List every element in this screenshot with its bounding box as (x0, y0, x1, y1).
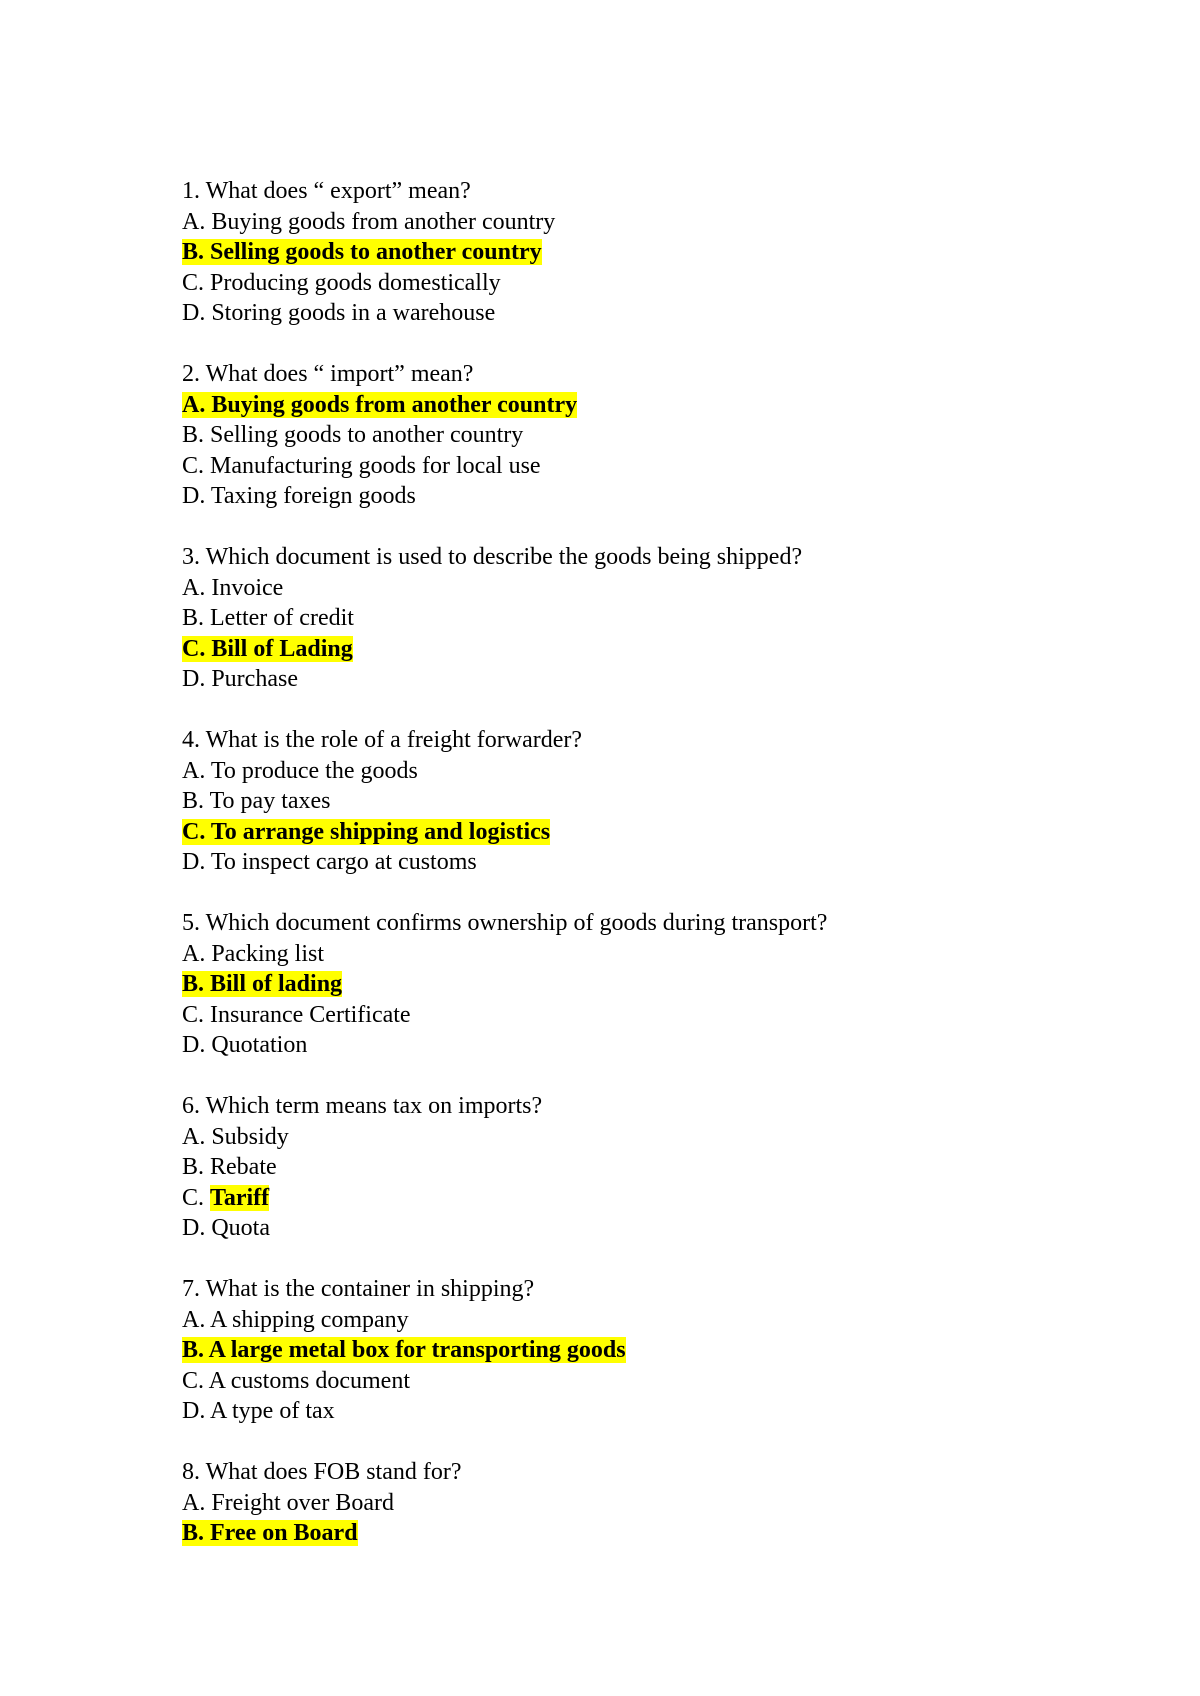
answer-option (182, 1152, 827, 1183)
question-block (182, 542, 827, 695)
option-text: D. Quotation (182, 1032, 308, 1058)
option-text: D. To inspect cargo at customs (182, 849, 477, 875)
highlighted-answer-text: C. Bill of Lading (182, 635, 353, 662)
answer-option (182, 786, 827, 817)
question-text: 1. What does “ export” mean? (182, 178, 471, 204)
highlighted-answer-text: Tariff (210, 1184, 270, 1211)
question-text: 6. Which term means tax on imports? (182, 1093, 543, 1119)
option-text: C. A customs document (182, 1367, 410, 1394)
answer-option-correct (182, 1518, 827, 1549)
question-text: 4. What is the role of a freight forwarder? (182, 727, 583, 753)
question-block (182, 359, 827, 512)
answer-option-correct (182, 817, 827, 848)
question-text: 7. What is the container in shipping? (182, 1276, 535, 1302)
highlighted-answer-text: B. Selling goods to another country (182, 239, 542, 265)
answer-option (182, 1366, 827, 1397)
answer-option (182, 939, 827, 970)
answer-option (182, 603, 827, 634)
answer-option (182, 756, 827, 787)
answer-option (182, 1030, 827, 1061)
answer-option-correct (182, 1183, 827, 1214)
answer-option (182, 268, 827, 299)
answer-option (182, 847, 827, 878)
question-text: 5. Which document confirms ownership of goods during transport? (182, 910, 828, 936)
quiz-questions (182, 176, 827, 1579)
question-block (182, 725, 827, 878)
option-text: A. To produce the goods (182, 757, 418, 784)
option-text: A. Freight over Board (182, 1489, 394, 1516)
option-text: A. Buying goods from another country (182, 208, 556, 235)
answer-option (182, 1488, 827, 1519)
option-text: A. Invoice (182, 574, 284, 601)
option-text: A. A shipping company (182, 1306, 409, 1333)
question-block (182, 1457, 827, 1549)
answer-option (182, 1305, 827, 1336)
highlighted-answer-text: B. A large metal box for transporting goods (182, 1337, 626, 1363)
option-text: A. Packing list (182, 940, 324, 967)
answer-option (182, 451, 827, 482)
option-text: C. Producing goods domestically (182, 269, 501, 296)
answer-option (182, 207, 827, 238)
option-text: B. To pay taxes (182, 788, 331, 814)
answer-option-correct (182, 1335, 827, 1366)
question-block (182, 908, 827, 1061)
question-text: 2. What does “ import” mean? (182, 361, 474, 387)
answer-option (182, 1396, 827, 1427)
question-block (182, 176, 827, 329)
answer-option (182, 573, 827, 604)
option-text: D. Purchase (182, 666, 298, 692)
option-text: B. Letter of credit (182, 605, 354, 631)
highlighted-answer-text: B. Free on Board (182, 1520, 358, 1546)
answer-option (182, 664, 827, 695)
option-text: D. Taxing foreign goods (182, 483, 416, 509)
question-block (182, 1091, 827, 1244)
option-text: B. Rebate (182, 1154, 277, 1180)
option-text: C. Insurance Certificate (182, 1001, 411, 1028)
answer-option-correct (182, 237, 827, 268)
option-text: D. Quota (182, 1215, 270, 1241)
answer-option (182, 298, 827, 329)
answer-option-correct (182, 969, 827, 1000)
answer-option (182, 481, 827, 512)
answer-option (182, 420, 827, 451)
highlighted-answer-text: B. Bill of lading (182, 971, 343, 997)
option-text: B. Selling goods to another country (182, 422, 524, 448)
answer-option (182, 1122, 827, 1153)
option-letter: C. (182, 1184, 211, 1211)
option-text: D. Storing goods in a warehouse (182, 300, 496, 326)
option-text: A. Subsidy (182, 1123, 289, 1150)
option-text: D. A type of tax (182, 1398, 335, 1424)
question-block (182, 1274, 827, 1427)
question-text: 8. What does FOB stand for? (182, 1459, 462, 1485)
highlighted-answer-text: C. To arrange shipping and logistics (182, 818, 551, 845)
answer-option-correct (182, 390, 827, 421)
answer-option (182, 1213, 827, 1244)
highlighted-answer-text: A. Buying goods from another country (182, 391, 578, 418)
answer-option (182, 1000, 827, 1031)
answer-option-correct (182, 634, 827, 665)
option-text: C. Manufacturing goods for local use (182, 452, 541, 479)
question-text: 3. Which document is used to describe the goods being shipped? (182, 544, 803, 570)
